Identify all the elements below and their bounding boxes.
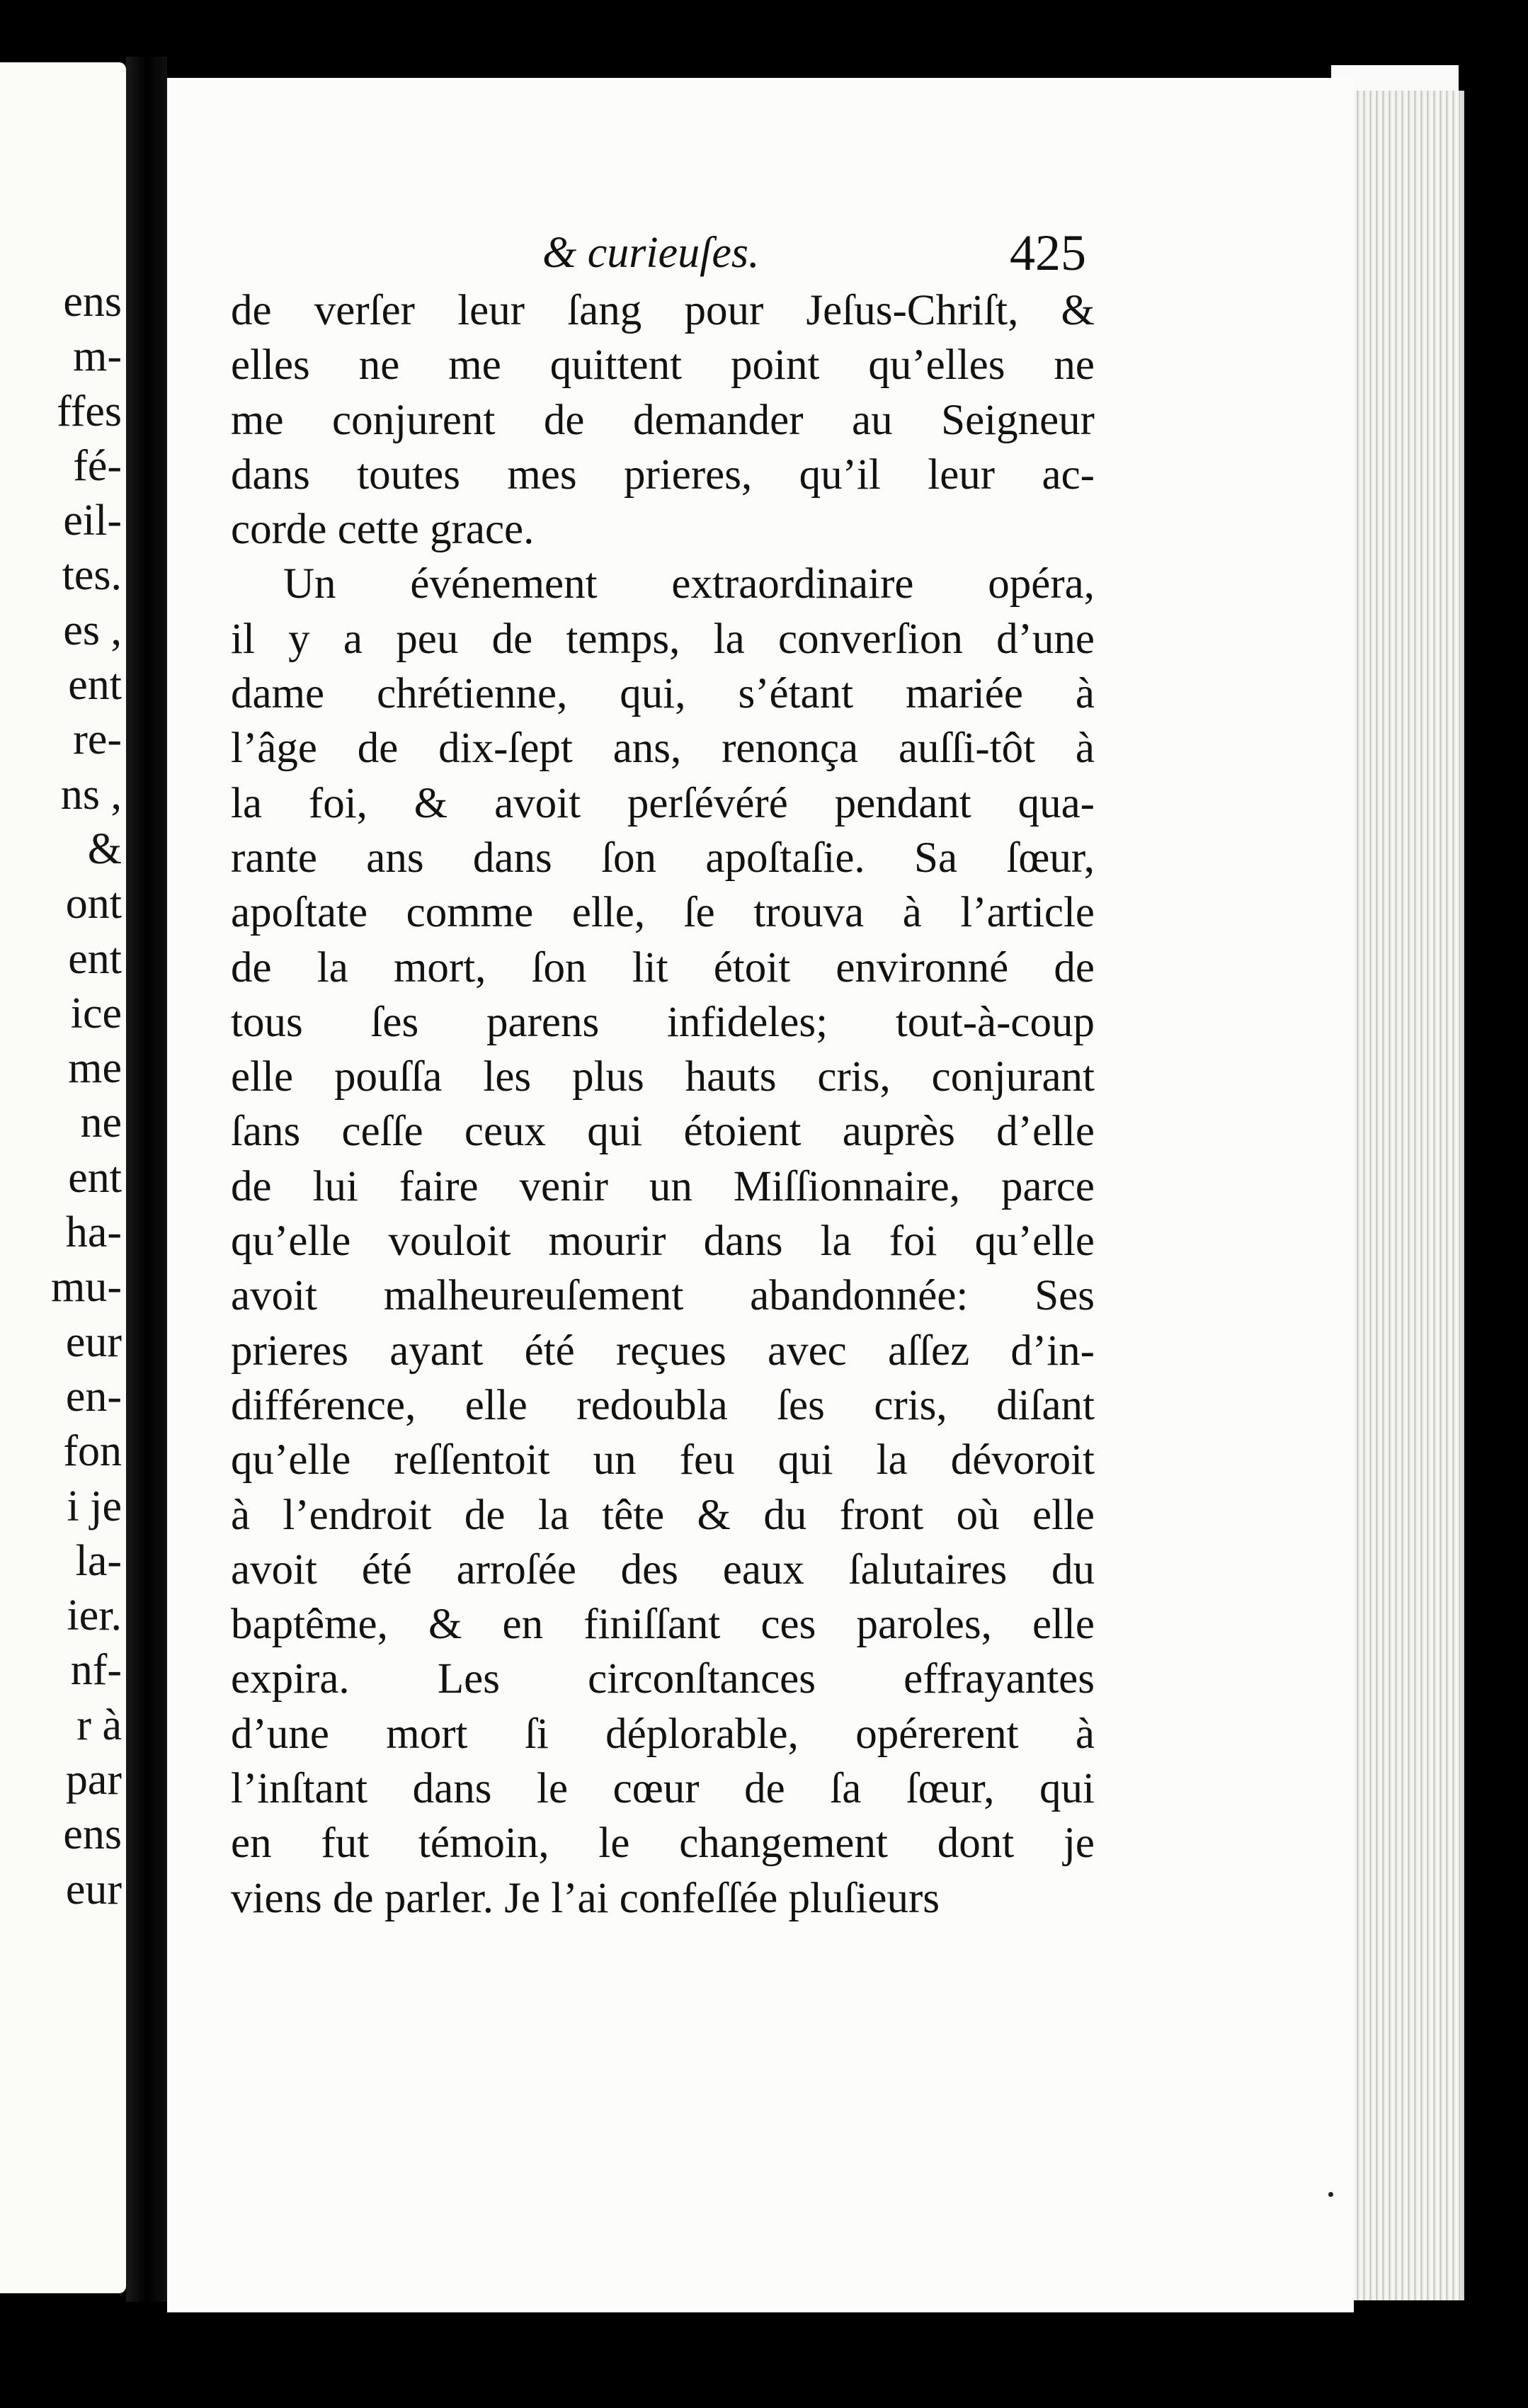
- text-line: me conjurent de demander au Seigneur: [231, 396, 1095, 444]
- fragment-line: &: [87, 824, 122, 873]
- text-line: l’inſtant dans le cœur de ſa ſœur, qui: [231, 1765, 1095, 1813]
- fragment-line: fon: [63, 1427, 122, 1476]
- fragment-line: r à: [76, 1700, 122, 1749]
- fragment-line: ent: [68, 661, 122, 710]
- text-line: de lui faire venir un Miſſionnaire, parce: [231, 1162, 1095, 1210]
- text-line: de verſer leur ſang pour Jeſus-Chriſt, &: [231, 287, 1095, 334]
- text-line: qu’elle reſſentoit un feu qui la dévoroit: [231, 1436, 1095, 1484]
- fragment-line: ne: [80, 1098, 122, 1147]
- fragment-line: es ,: [63, 606, 122, 654]
- fragment-line: ier.: [67, 1591, 122, 1640]
- fragment-line: tes.: [62, 551, 122, 600]
- text-line: différence, elle redoubla ſes cris, diſant: [231, 1381, 1095, 1429]
- text-line: avoit malheureuſement abandonnée: Ses: [231, 1272, 1095, 1320]
- text-line: ſans ceſſe ceux qui étoient auprès d’elle: [231, 1108, 1095, 1156]
- text-line: dame chrétienne, qui, s’étant mariée à: [231, 670, 1095, 718]
- book-gutter: [126, 57, 167, 2302]
- page-number: 425: [1010, 225, 1086, 281]
- fragment-line: mu-: [51, 1263, 122, 1312]
- fragment-line: nf-: [70, 1646, 122, 1695]
- fragment-line: ent: [68, 934, 122, 983]
- previous-page: [0, 62, 126, 2293]
- text-line: elle pouſſa les plus hauts cris, conjurant: [231, 1053, 1095, 1101]
- fragment-line: eil-: [63, 496, 122, 545]
- text-line: à l’endroit de la tête & du front où elle: [231, 1491, 1095, 1539]
- fragment-line: ens: [63, 1810, 122, 1859]
- fragment-line: fé-: [73, 441, 122, 490]
- text-line: avoit été arroſée des eaux ſalutaires du: [231, 1545, 1095, 1594]
- text-line: dans toutes mes prieres, qu’il leur ac-: [231, 450, 1095, 499]
- fragment-line: eur: [65, 1865, 122, 1914]
- book-page: [167, 78, 1354, 2312]
- fragment-line: par: [65, 1756, 122, 1805]
- fragment-line: ens: [63, 278, 122, 326]
- fragment-line: ent: [68, 1153, 122, 1202]
- fragment-line: ont: [65, 880, 122, 928]
- fragment-line: ice: [70, 989, 122, 1038]
- text-line: tous ſes parens infideles; tout-à-coup: [231, 998, 1095, 1046]
- page-header: [167, 225, 1354, 292]
- text-line: de la mort, ſon lit étoit environné de: [231, 943, 1095, 992]
- fragment-line: en-: [65, 1372, 122, 1421]
- text-line: qu’elle vouloit mourir dans la foi qu’elle: [231, 1217, 1095, 1266]
- text-line: la foi, & avoit perſévéré pendant qua-: [231, 779, 1095, 827]
- text-line: Un événement extraordinaire opéra,: [283, 560, 1095, 608]
- text-line: expira. Les circonſtances effrayantes: [231, 1655, 1095, 1703]
- text-line: apoſtate comme elle, ſe trouva à l’article: [231, 889, 1095, 937]
- fragment-line: eur: [65, 1317, 122, 1366]
- fragment-line: m-: [73, 332, 122, 381]
- text-line: viens de parler. Je l’ai confeſſée pluſieurs: [231, 1874, 940, 1922]
- previous-page-text: [51, 275, 122, 1917]
- body-text: [231, 283, 1095, 1926]
- running-title: & curieuſes.: [542, 229, 760, 277]
- fragment-line: me: [68, 1044, 122, 1093]
- fragment-line: i je: [67, 1482, 122, 1530]
- text-line: prieres ayant été reçues avec aſſez d’in-: [231, 1327, 1095, 1375]
- text-line: il y a peu de temps, la converſion d’une: [231, 615, 1095, 663]
- fragment-line: ha-: [65, 1208, 122, 1257]
- fragment-line: la-: [75, 1536, 122, 1585]
- text-line: l’âge de dix-ſept ans, renonça auſſi-tôt à: [231, 725, 1095, 773]
- text-line: corde cette grace.: [231, 506, 535, 554]
- fragment-line: ns ,: [60, 770, 122, 819]
- fragment-line: ffes: [57, 387, 122, 436]
- text-line: elles ne me quittent point qu’elles ne: [231, 341, 1095, 390]
- fragment-line: re-: [73, 715, 122, 764]
- text-line: en fut témoin, le changement dont je: [231, 1819, 1095, 1868]
- paper-speck: [1328, 2192, 1333, 2197]
- text-line: rante ans dans ſon apoſtaſie. Sa ſœur,: [231, 834, 1095, 882]
- text-line: d’une mort ſi déplorable, opérerent à: [231, 1710, 1095, 1758]
- text-line: baptême, & en finiſſant ces paroles, elle: [231, 1601, 1095, 1649]
